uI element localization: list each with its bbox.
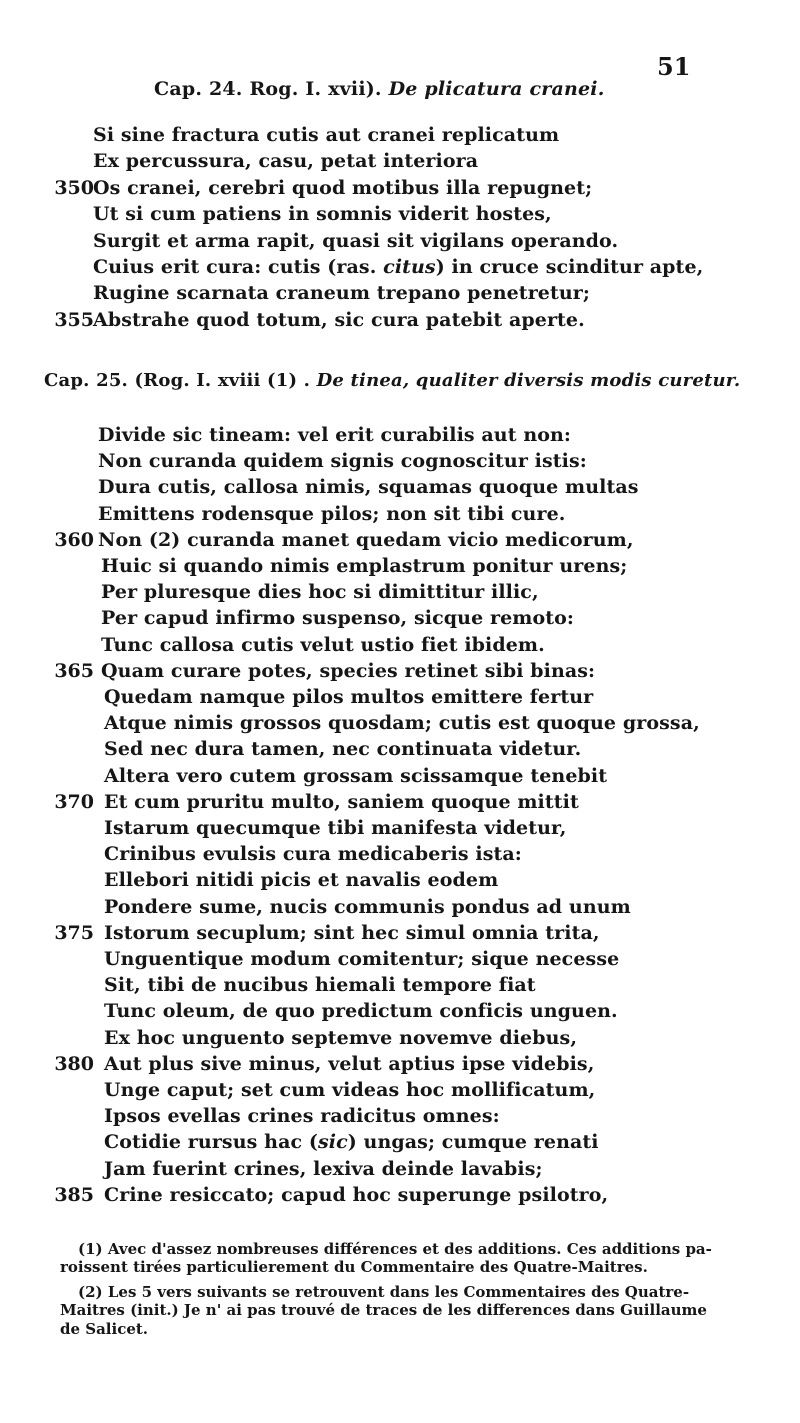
line-number: 350: [54, 176, 94, 199]
verse-text: Quam curare potes, species retinet sibi binas:: [101, 659, 596, 682]
footnote-line: (1) Avec d'assez nombreuses différences et des additions. Ces additions pa-: [78, 1240, 712, 1258]
chapter-24-cap: Cap. 24.: [154, 78, 243, 100]
line-number: 365: [54, 659, 94, 682]
verse-text: [104, 1131, 599, 1153]
verse-text: Divide sic tineam: vel erit curabilis aut non:: [98, 424, 572, 446]
footnote-line: de Salicet.: [60, 1320, 149, 1338]
line-number: 370: [54, 790, 94, 813]
verse-text: Crine resiccato; capud hoc superunge psilotro,: [104, 1183, 609, 1206]
verse-text: [93, 256, 703, 278]
verse-text-part: ) ungas; cumque renati: [347, 1131, 599, 1154]
chapter-25-heading: [44, 370, 740, 391]
verse-text-italic: citus: [383, 256, 436, 278]
verse-text: Sit, tibi de nucibus hiemali tempore fiat: [104, 974, 536, 997]
verse-text: Per pluresque dies hoc si dimittitur illic,: [101, 581, 539, 604]
verse-text: Non (2) curanda manet quedam vicio medicorum,: [98, 528, 634, 551]
verse-text: Ut si cum patiens in somnis viderit hostes,: [93, 203, 552, 226]
verse-text: Aut plus sive minus, velut aptius ipse videbis,: [104, 1052, 595, 1075]
line-number: 355: [54, 308, 94, 331]
verse-text: Per capud infirmo suspenso, sicque remoto:: [101, 607, 575, 630]
verse-text: Ex hoc unguento septemve novemve diebus,: [104, 1026, 578, 1049]
verse-text: Si sine fractura cutis aut cranei replicatum: [93, 124, 560, 146]
verse-text: Tunc oleum, de quo predictum conficis unguen.: [104, 1000, 618, 1023]
chapter-24-title: De plicatura cranei.: [388, 78, 605, 100]
verse-text: Ipsos evellas crines radicitus omnes:: [104, 1105, 500, 1128]
verse-text: Crinibus evulsis cura medicaberis ista:: [104, 843, 522, 866]
chapter-24-heading: [154, 78, 605, 100]
verse-text-part: Cuius erit cura: cutis (ras.: [93, 256, 384, 278]
verse-text-part: Cotidie rursus hac (: [104, 1131, 318, 1154]
verse-text: Quedam namque pilos multos emittere fertur: [104, 686, 594, 708]
verse-text: Non curanda quidem signis cognoscitur istis:: [98, 450, 587, 473]
verse-text: Tunc callosa cutis velut ustio fiet ibidem.: [101, 633, 545, 656]
line-number: 385: [54, 1183, 94, 1206]
verse-text: Rugine scarnata craneum trepano penetretur;: [93, 282, 591, 305]
verse-text-italic: sic: [317, 1131, 348, 1154]
verse-text: Et cum pruritu multo, saniem quoque mittit: [104, 790, 579, 813]
verse-text-part: ) in cruce scinditur apte,: [435, 256, 704, 278]
verse-text: Emittens rodensque pilos; non sit tibi cure.: [98, 502, 566, 525]
verse-text: Istorum secuplum; sint hec simul omnia trita,: [104, 921, 600, 944]
line-number: 360: [54, 528, 94, 551]
verse-text: Unge caput; set cum videas hoc mollificatum,: [104, 1079, 596, 1101]
footnote-line: (2) Les 5 vers suivants se retrouvent dans les Commentaires des Quatre-: [78, 1283, 690, 1301]
verse-text: Os cranei, cerebri quod motibus illa repugnet;: [93, 176, 593, 199]
verse-text: Pondere sume, nucis communis pondus ad unum: [104, 895, 631, 918]
verse-text: Atque nimis grossos quosdam; cutis est quoque grossa,: [104, 712, 700, 735]
verse-text: Jam fuerint crines, lexiva deinde lavabis;: [104, 1157, 543, 1180]
footnote-line: roissent tirées particulierement du Commentaire des Quatre-Maitres.: [60, 1258, 648, 1276]
verse-text: Huic si quando nimis emplastrum ponitur urens;: [101, 555, 628, 577]
verse-text: Surgit et arma rapit, quasi sit vigilans operando.: [93, 229, 619, 252]
chapter-25-cap: Cap. 25.: [44, 370, 129, 391]
page-number: 51: [657, 52, 691, 81]
verse-text: Sed nec dura tamen, nec continuata videtur.: [104, 738, 582, 761]
verse-text: Abstrahe quod totum, sic cura patebit aperte.: [93, 308, 585, 331]
verse-text: Ex percussura, casu, petat interiora: [93, 150, 479, 173]
verse-text: Dura cutis, callosa nimis, squamas quoque multas: [98, 476, 639, 499]
chapter-25-ref: (Rog. I. xviii (1) .: [134, 370, 311, 391]
verse-text: Istarum quecumque tibi manifesta videtur,: [104, 817, 567, 839]
line-number: 380: [54, 1052, 94, 1075]
line-number: 375: [54, 921, 94, 944]
chapter-25-title: De tinea, qualiter diversis modis curetur.: [316, 370, 741, 391]
chapter-24-ref: Rog. I. xvii).: [249, 78, 382, 100]
verse-text: Ellebori nitidi picis et navalis eodem: [104, 869, 499, 892]
verse-text: Altera vero cutem grossam scissamque tenebit: [104, 764, 608, 787]
verse-text: Unguentique modum comitentur; sique necesse: [104, 948, 620, 970]
footnote-line: Maitres (init.) Je n' ai pas trouvé de traces de les differences dans Guillaume: [60, 1301, 707, 1319]
